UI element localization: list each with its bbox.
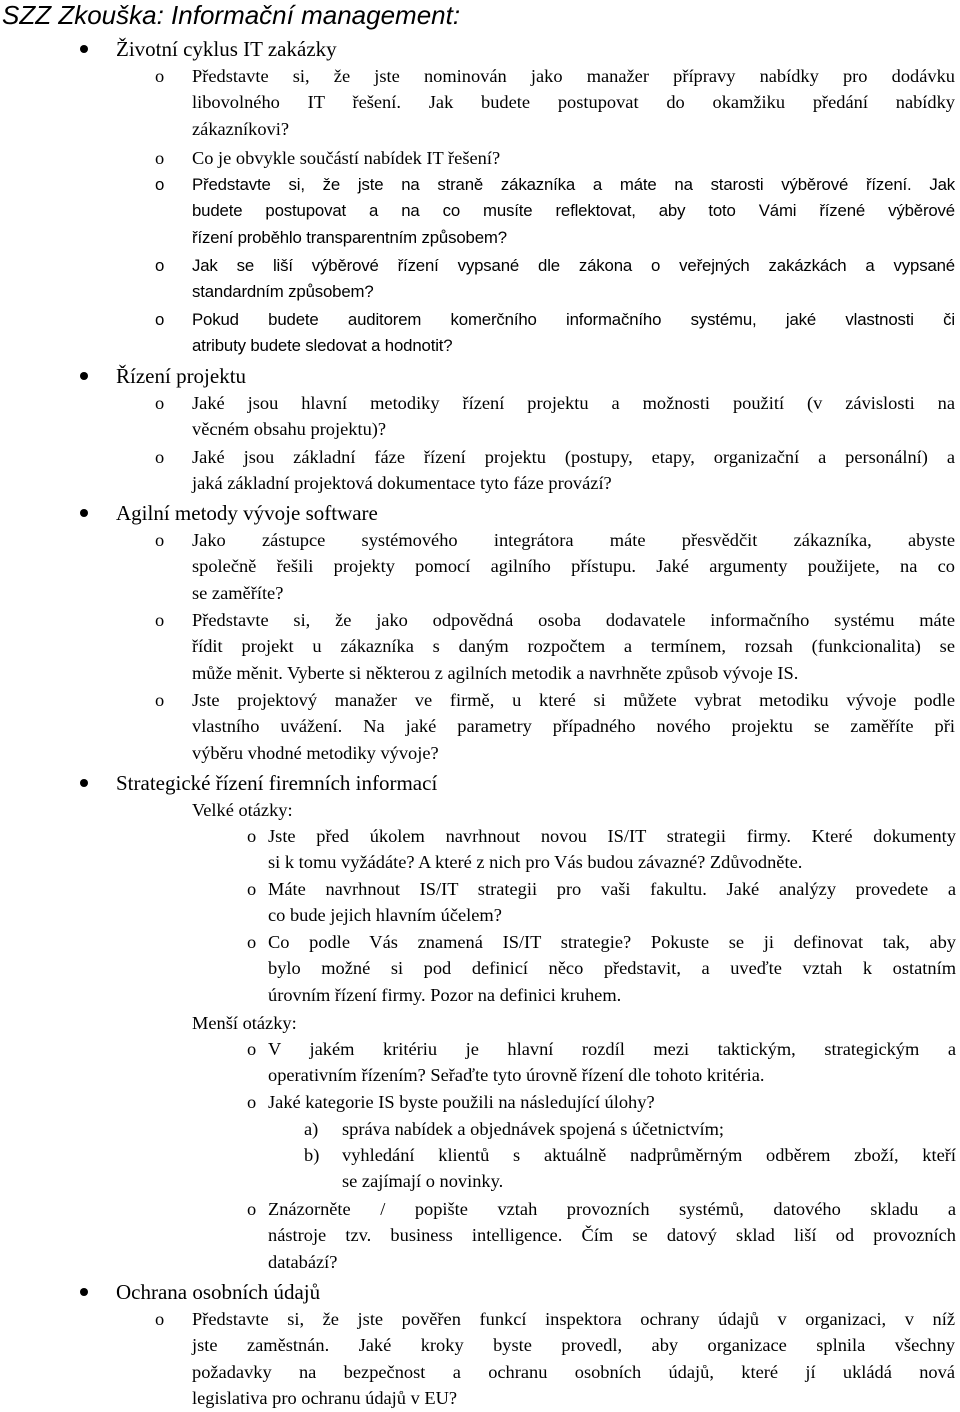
question-item: Představte si, že jste na straně zákazníka a máte na starosti výběrové řízení. Jak budete postupovat a na co musíte reflektovat, aby toto Vámi řízené výběrové řízení proběhlo transparentním způsobem? bbox=[192, 175, 955, 247]
alpha-marker: a) bbox=[304, 1119, 319, 1139]
question-item: Jste projektový manažer ve firmě, u které si můžete vybrat metodiku vývoje podle vlastního uvážení. Na jaké parametry případného nového projektu se zaměříte při výběru vhodné metodiky vývoje? bbox=[192, 690, 955, 763]
question-item: Jaké kategorie IS byste použili na následující úlohy? bbox=[268, 1092, 655, 1112]
section-heading: Agilní metody vývoje software bbox=[116, 501, 378, 525]
question-item: Znázorněte / popište vztah provozních systémů, datového skladu a nástroje tzv. business intelligence. Čím se datový sklad liší od provozních databází? bbox=[268, 1199, 956, 1272]
big-questions-label: Velké otázky: bbox=[192, 800, 293, 820]
question-item: Co podle Vás znamená IS/IT strategie? Pokuste se ji definovat tak, aby bylo možné si pod definicí něco představit, a uveďte vztah k ostatním úrovním řízení firmy. Pozor na definici kruhem. bbox=[268, 932, 956, 1005]
question-item: Jako zástupce systémového integrátora máte přesvědčit zákazníka, abyste společně řešili projekty pomocí agilního přístupu. Jaké argumenty použijete, na co se zaměříte? bbox=[192, 530, 955, 603]
section-bullet bbox=[80, 372, 88, 380]
item-marker: o bbox=[247, 1092, 257, 1112]
item-marker: o bbox=[155, 610, 165, 630]
item-marker: o bbox=[247, 879, 257, 899]
question-item: Jaké jsou hlavní metodiky řízení projektu a možnosti použití (v závislosti na věcném obsahu projektu)? bbox=[192, 393, 955, 440]
alpha-item: správa nabídek a objednávek spojená s účetnictvím; bbox=[342, 1119, 724, 1139]
question-item: Jste před úkolem navrhnout novou IS/IT strategii firmy. Které dokumenty si k tomu vyžádáte? A které z nich pro Vás budou závazné? Zdůvodněte. bbox=[268, 826, 956, 873]
section-bullet bbox=[80, 509, 88, 517]
section-bullet bbox=[80, 779, 88, 787]
question-item: Představte si, že jste pověřen funkcí inspektora ochrany údajů v organizaci, v níž jste zaměstnán. Jaké kroky byste provedl, aby organizace splnila všechny požadavky na bezpečnost a ochranu osobních údajů, které jí ukládá nová legislativa pro ochranu údajů v EU? bbox=[192, 1309, 955, 1409]
item-marker: o bbox=[155, 530, 165, 550]
item-marker: o bbox=[155, 175, 165, 194]
question-item: V jakém kritériu je hlavní rozdíl mezi taktickým, strategickým a operativním řízením? Seřaďte tyto úrovně řízení dle tohoto kritéria. bbox=[268, 1039, 956, 1086]
alpha-marker: b) bbox=[304, 1145, 320, 1165]
item-marker: o bbox=[247, 932, 257, 952]
item-marker: o bbox=[247, 1039, 257, 1059]
section-heading: Řízení projektu bbox=[116, 364, 247, 388]
question-item: Představte si, že jste nominován jako manažer přípravy nabídky pro dodávku libovolného IT řešení. Jak budete postupovat do okamžiku předání nabídky zákazníkovi? bbox=[192, 66, 955, 139]
section-bullet bbox=[80, 45, 88, 53]
question-item: Jaké jsou základní fáze řízení projektu (postupy, etapy, organizační a personální) a jaká základní projektová dokumentace tyto fáze provází? bbox=[192, 447, 955, 494]
page-title: SZZ Zkouška: Informační management: bbox=[2, 0, 461, 30]
question-item: Představte si, že jako odpovědná osoba dodavatele informačního systému máte řídit projekt u zákazníka s daným rozpočtem a termínem, rozsah (funkcionalita) se může měnit. Vyberte si některou z agilních metodik a navrhněte způsob vývoje IS. bbox=[192, 610, 955, 683]
section-heading: Životní cyklus IT zakázky bbox=[116, 37, 337, 61]
question-item: Co je obvykle součástí nabídek IT řešení? bbox=[192, 148, 501, 168]
item-marker: o bbox=[247, 826, 257, 846]
section-bullet bbox=[80, 1288, 88, 1296]
question-item: Máte navrhnout IS/IT strategii pro vaši fakultu. Jaké analýzy provedete a co bude jejich hlavním účelem? bbox=[268, 879, 956, 926]
small-questions-label: Menší otázky: bbox=[192, 1013, 297, 1033]
question-item: Pokud budete auditorem komerčního informačního systému, jaké vlastnosti či atributy budete sledovat a hodnotit? bbox=[192, 310, 955, 356]
question-item: Jak se liší výběrové řízení vypsané dle zákona o veřejných zakázkách a vypsané standardním způsobem? bbox=[192, 256, 955, 302]
section-heading: Ochrana osobních údajů bbox=[116, 1280, 321, 1304]
item-marker: o bbox=[155, 447, 165, 467]
item-marker: o bbox=[247, 1199, 257, 1219]
item-marker: o bbox=[155, 393, 165, 413]
item-marker: o bbox=[155, 66, 165, 86]
item-marker: o bbox=[155, 256, 165, 275]
section-heading: Strategické řízení firemních informací bbox=[116, 771, 438, 795]
item-marker: o bbox=[155, 1309, 165, 1329]
item-marker: o bbox=[155, 148, 165, 168]
item-marker: o bbox=[155, 310, 165, 329]
alpha-item: vyhledání klientů s aktuálně nadprůměrným odběrem zboží, kteří se zajímají o novinky. bbox=[342, 1145, 956, 1192]
item-marker: o bbox=[155, 690, 165, 710]
